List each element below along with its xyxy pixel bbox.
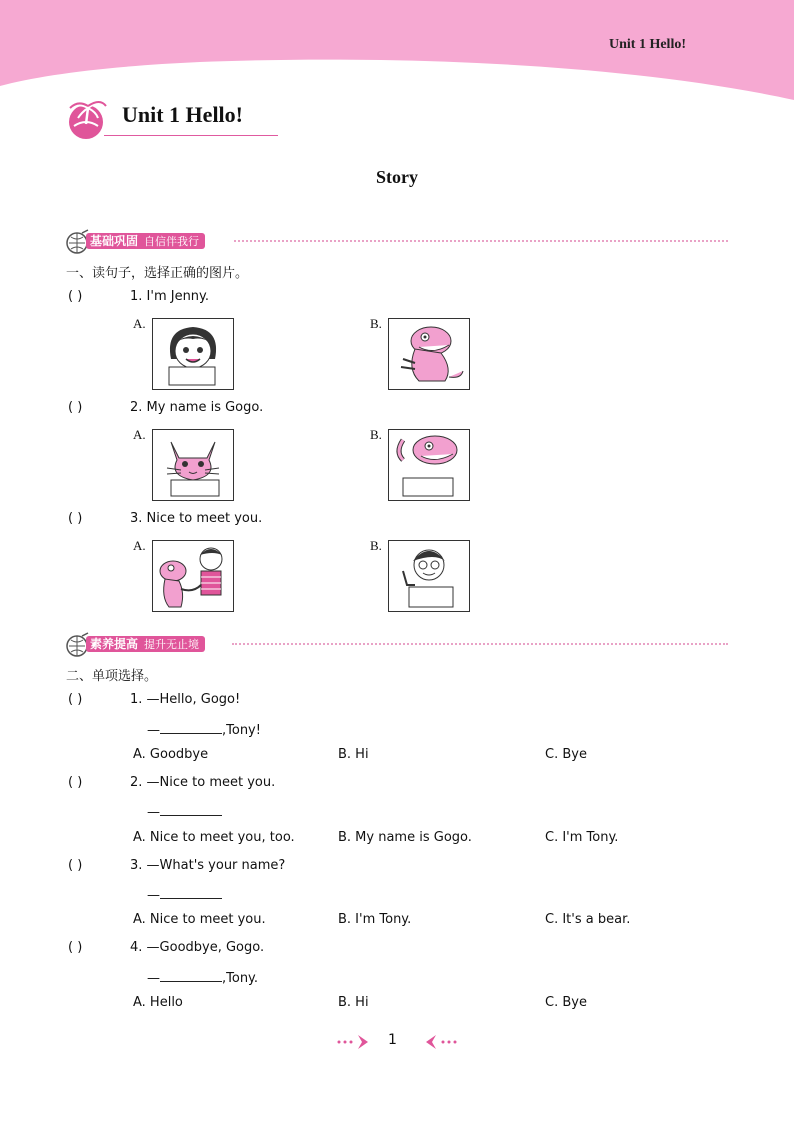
unit-title-block (64, 98, 278, 140)
dinosaur-gogo-sign-icon (389, 430, 469, 500)
header-unit-label: Unit 1 Hello! (609, 37, 686, 52)
s2q3-choice-c[interactable]: C. It's a bear. (545, 912, 631, 927)
section2-banner-main: 素养提高 (90, 637, 139, 651)
answer-blank[interactable] (160, 720, 222, 734)
s2q2-choice-a[interactable]: A. Nice to meet you, too. (133, 830, 295, 845)
boy-tony-icon (389, 541, 469, 611)
section1-banner-pill (86, 233, 205, 249)
left-arrow-icon (418, 1032, 458, 1052)
question-text: 2. —Nice to meet you. (130, 775, 276, 790)
s2q2-choice-c[interactable]: C. I'm Tony. (545, 830, 619, 845)
reply-suffix: ,Tony. (222, 971, 259, 986)
s2q2-reply (147, 802, 222, 820)
s2q4-choice-c[interactable]: C. Bye (545, 995, 587, 1010)
page-footer (0, 1030, 794, 1054)
s2q3-choice-a[interactable]: A. Nice to meet you. (133, 912, 266, 927)
section1-banner-sub: 自信伴我行 (144, 235, 200, 248)
unit-title-underline (104, 135, 278, 136)
s1-question-2 (68, 400, 263, 415)
section1-banner-main: 基础巩固 (90, 234, 139, 248)
answer-bracket[interactable]: ( ) (68, 692, 83, 707)
answer-bracket[interactable]: ( ) (68, 400, 83, 415)
right-arrow-icon (336, 1032, 376, 1052)
s2q1-reply (147, 720, 261, 738)
section2-banner-pill (86, 636, 205, 652)
answer-bracket[interactable]: ( ) (68, 511, 83, 526)
s1q2-option-b-picture[interactable] (388, 429, 470, 501)
s1q3-option-a-picture[interactable] (152, 540, 234, 612)
reply-dash: — (147, 888, 160, 903)
answer-blank[interactable] (160, 968, 222, 982)
s1q3-option-b-picture[interactable] (388, 540, 470, 612)
s1q2-option-b-label: B. (370, 427, 382, 442)
s2q1-choice-c[interactable]: C. Bye (545, 747, 587, 762)
s2-question-2 (68, 775, 275, 790)
girl-jenny-icon (153, 319, 233, 389)
s1q1-option-a-picture[interactable] (152, 318, 234, 390)
answer-bracket[interactable]: ( ) (68, 289, 83, 304)
unit-title: Unit 1 Hello! (122, 102, 243, 127)
answer-blank[interactable] (160, 885, 222, 899)
question-text: 1. I'm Jenny. (130, 289, 210, 304)
page-number: 1 (388, 1032, 397, 1048)
palm-tree-logo-icon (64, 98, 110, 140)
s2-question-4 (68, 940, 264, 955)
question-text: 3. Nice to meet you. (130, 511, 263, 526)
answer-bracket[interactable]: ( ) (68, 775, 83, 790)
s2q1-choice-b[interactable]: B. Hi (338, 747, 369, 762)
s2q4-choice-b[interactable]: B. Hi (338, 995, 369, 1010)
s1q1-option-b-label: B. (370, 316, 382, 331)
s1q3-option-b-label: B. (370, 538, 382, 553)
reply-dash: — (147, 971, 160, 986)
s2q1-choice-a[interactable]: A. Goodbye (133, 747, 209, 762)
section2-banner (64, 632, 728, 658)
s2q4-reply (147, 968, 258, 986)
s2q3-choice-b[interactable]: B. I'm Tony. (338, 912, 412, 927)
reply-dash: — (147, 723, 160, 738)
question-text: 2. My name is Gogo. (130, 400, 264, 415)
answer-blank[interactable] (160, 802, 222, 816)
s1-question-1 (68, 289, 209, 304)
s1-question-3 (68, 511, 262, 526)
s2q3-reply (147, 885, 222, 903)
story-heading: Story (376, 167, 418, 187)
answer-bracket[interactable]: ( ) (68, 858, 83, 873)
section1-title: 一、读句子，选择正确的图片。 (66, 266, 249, 281)
section2-banner-sub: 提升无止境 (144, 638, 200, 651)
answer-bracket[interactable]: ( ) (68, 940, 83, 955)
s2-question-3 (68, 858, 285, 873)
dinosaur-and-boy-icon (153, 541, 233, 611)
section2-banner-dots (232, 643, 728, 645)
question-text: 4. —Goodbye, Gogo. (130, 940, 265, 955)
s2q2-choice-b[interactable]: B. My name is Gogo. (338, 830, 472, 845)
section1-banner (64, 229, 728, 255)
reply-suffix: ,Tony! (222, 723, 261, 738)
question-text: 1. —Hello, Gogo! (130, 692, 241, 707)
section1-banner-dots (234, 240, 728, 242)
s1q2-option-a-picture[interactable] (152, 429, 234, 501)
s1q3-option-a-label: A. (133, 538, 146, 553)
section2-title: 二、单项选择。 (66, 669, 158, 684)
s1q2-option-a-label: A. (133, 427, 146, 442)
s1q1-option-a-label: A. (133, 316, 146, 331)
s1q1-option-b-picture[interactable] (388, 318, 470, 390)
dinosaur-gogo-icon (389, 319, 469, 389)
cat-icon (153, 430, 233, 500)
s2-question-1 (68, 692, 240, 707)
question-text: 3. —What's your name? (130, 858, 286, 873)
s2q4-choice-a[interactable]: A. Hello (133, 995, 183, 1010)
reply-dash: — (147, 805, 160, 820)
